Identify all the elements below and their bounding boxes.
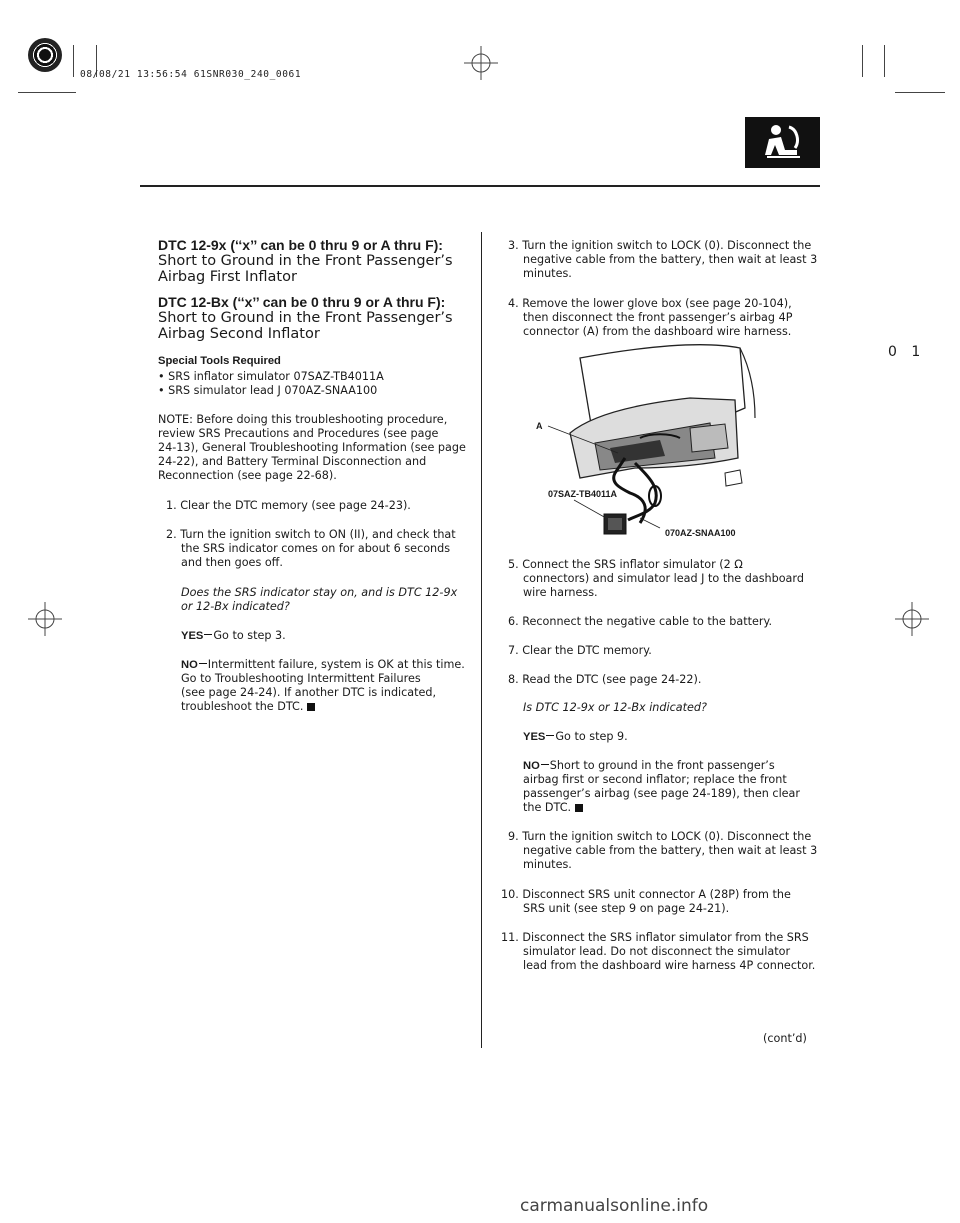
continued-marker: (cont’d) — [763, 1032, 807, 1045]
srs-airbag-icon — [745, 117, 820, 168]
note-line: 24-13), General Troubleshooting Information (see page — [158, 441, 466, 454]
step-4: then disconnect the front passenger’s airbag 4P — [523, 311, 793, 324]
step-10: 10. Disconnect SRS unit connector A (28P) from the — [501, 888, 791, 901]
no-label: NO — [181, 659, 198, 671]
step-3: negative cable from the battery, then wait at least 3 — [523, 253, 818, 266]
heading1-code: DTC 12-9x (‘‘x’’ can be 0 thru 9 or A thru F): — [158, 237, 443, 253]
column-divider — [481, 232, 482, 1048]
step-5: wire harness. — [523, 586, 598, 599]
step-2: the SRS indicator comes on for about 6 seconds — [181, 542, 451, 555]
step-2: 2. Turn the ignition switch to ON (II), and check that — [166, 528, 456, 541]
top-rule — [140, 185, 820, 187]
heading2-line1: Short to Ground in the Front Passenger’s — [158, 310, 453, 326]
step-4: connector (A) from the dashboard wire harness. — [523, 325, 792, 338]
no-answer-1: troubleshoot the DTC. — [181, 700, 315, 714]
glove-box-figure — [540, 338, 770, 538]
registration-target-icon — [28, 38, 62, 72]
crosshair-icon-left — [28, 602, 62, 636]
step-5: 5. Connect the SRS inflator simulator (2 Ω — [508, 558, 743, 571]
step-2: and then goes off. — [181, 556, 283, 569]
step-11: lead from the dashboard wire harness 4P connector. — [523, 959, 816, 972]
step-9: negative cable from the battery, then wait at least 3 — [523, 844, 818, 857]
tool-item: • SRS inflator simulator 07SAZ-TB4011A — [158, 370, 384, 383]
crosshair-icon-top — [464, 46, 498, 80]
step-3: minutes. — [523, 267, 572, 280]
no-answer-1: Go to Troubleshooting Intermittent Failures — [181, 672, 421, 685]
no-answer-1 — [181, 658, 465, 673]
heading1-line1: Short to Ground in the Front Passenger’s — [158, 253, 453, 269]
tools-title: Special Tools Required — [158, 355, 281, 367]
step-11: 11. Disconnect the SRS inflator simulator from the SRS — [501, 931, 809, 944]
no-answer-2: airbag first or second inflator; replace the front — [523, 773, 787, 786]
no-answer-2 — [523, 759, 775, 774]
yes-answer-1 — [181, 629, 286, 644]
step-5: connectors) and simulator lead J to the dashboard — [523, 572, 804, 585]
note-line: NOTE: Before doing this troubleshooting procedure, — [158, 413, 448, 426]
figure-label-a: A — [536, 421, 543, 431]
no-text: Intermittent failure, system is OK at this time. — [207, 658, 465, 671]
stop-square-icon — [307, 703, 315, 711]
note-line: review SRS Precautions and Procedures (see page — [158, 427, 439, 440]
step-4: 4. Remove the lower glove box (see page 20-104), — [508, 297, 792, 310]
no-answer-2: passenger’s airbag (see page 24-189), then clear — [523, 787, 801, 800]
heading2-code: DTC 12-Bx (‘‘x’’ can be 0 thru 9 or A thru F): — [158, 294, 446, 310]
side-marker: 0 1 — [888, 344, 926, 360]
question-1: Does the SRS indicator stay on, and is DTC 12-9x — [181, 586, 458, 599]
tool-item: • SRS simulator lead J 070AZ-SNAA100 — [158, 384, 378, 397]
step-8: 8. Read the DTC (see page 24-22). — [508, 673, 702, 686]
yes-label: YES — [181, 630, 204, 642]
step-11: simulator lead. Do not disconnect the simulator — [523, 945, 791, 958]
yes-text: Go to step 9. — [555, 730, 628, 743]
heading2-line2: Airbag Second Inflator — [158, 326, 320, 342]
footer-watermark: carmanualsonline.info — [520, 1196, 709, 1216]
yes-label: YES — [523, 731, 546, 743]
crosshair-icon-right — [895, 602, 929, 636]
stop-square-icon — [575, 804, 583, 812]
no-label: NO — [523, 760, 540, 772]
heading1-line2: Airbag First Inflator — [158, 269, 297, 285]
step-6: 6. Reconnect the negative cable to the battery. — [508, 615, 773, 628]
step-9: minutes. — [523, 858, 572, 871]
question-1: or 12-Bx indicated? — [181, 600, 290, 613]
no-answer-1: (see page 24-24). If another DTC is indicated, — [181, 686, 437, 699]
figure-label-simulator: 07SAZ-TB4011A — [548, 489, 618, 499]
no-text: Short to ground in the front passenger’s — [549, 759, 775, 772]
yes-answer-2 — [523, 730, 628, 745]
yes-text: Go to step 3. — [213, 629, 286, 642]
print-stamp: 08/08/21 13:56:54 61SNR030_240_0061 — [80, 69, 302, 80]
question-2: Is DTC 12-9x or 12-Bx indicated? — [523, 701, 707, 714]
note-line: Reconnection (see page 22-68). — [158, 469, 337, 482]
step-9: 9. Turn the ignition switch to LOCK (0). Disconnect the — [508, 830, 812, 843]
step-3: 3. Turn the ignition switch to LOCK (0). Disconnect the — [508, 239, 812, 252]
note-line: 24-22), and Battery Terminal Disconnection and — [158, 455, 427, 468]
no-answer-2: the DTC. — [523, 801, 583, 815]
step-10: SRS unit (see step 9 on page 24-21). — [523, 902, 730, 915]
figure-label-lead: 070AZ-SNAA100 — [665, 528, 736, 538]
step-1: 1. Clear the DTC memory (see page 24-23). — [166, 499, 411, 512]
step-7: 7. Clear the DTC memory. — [508, 644, 652, 657]
